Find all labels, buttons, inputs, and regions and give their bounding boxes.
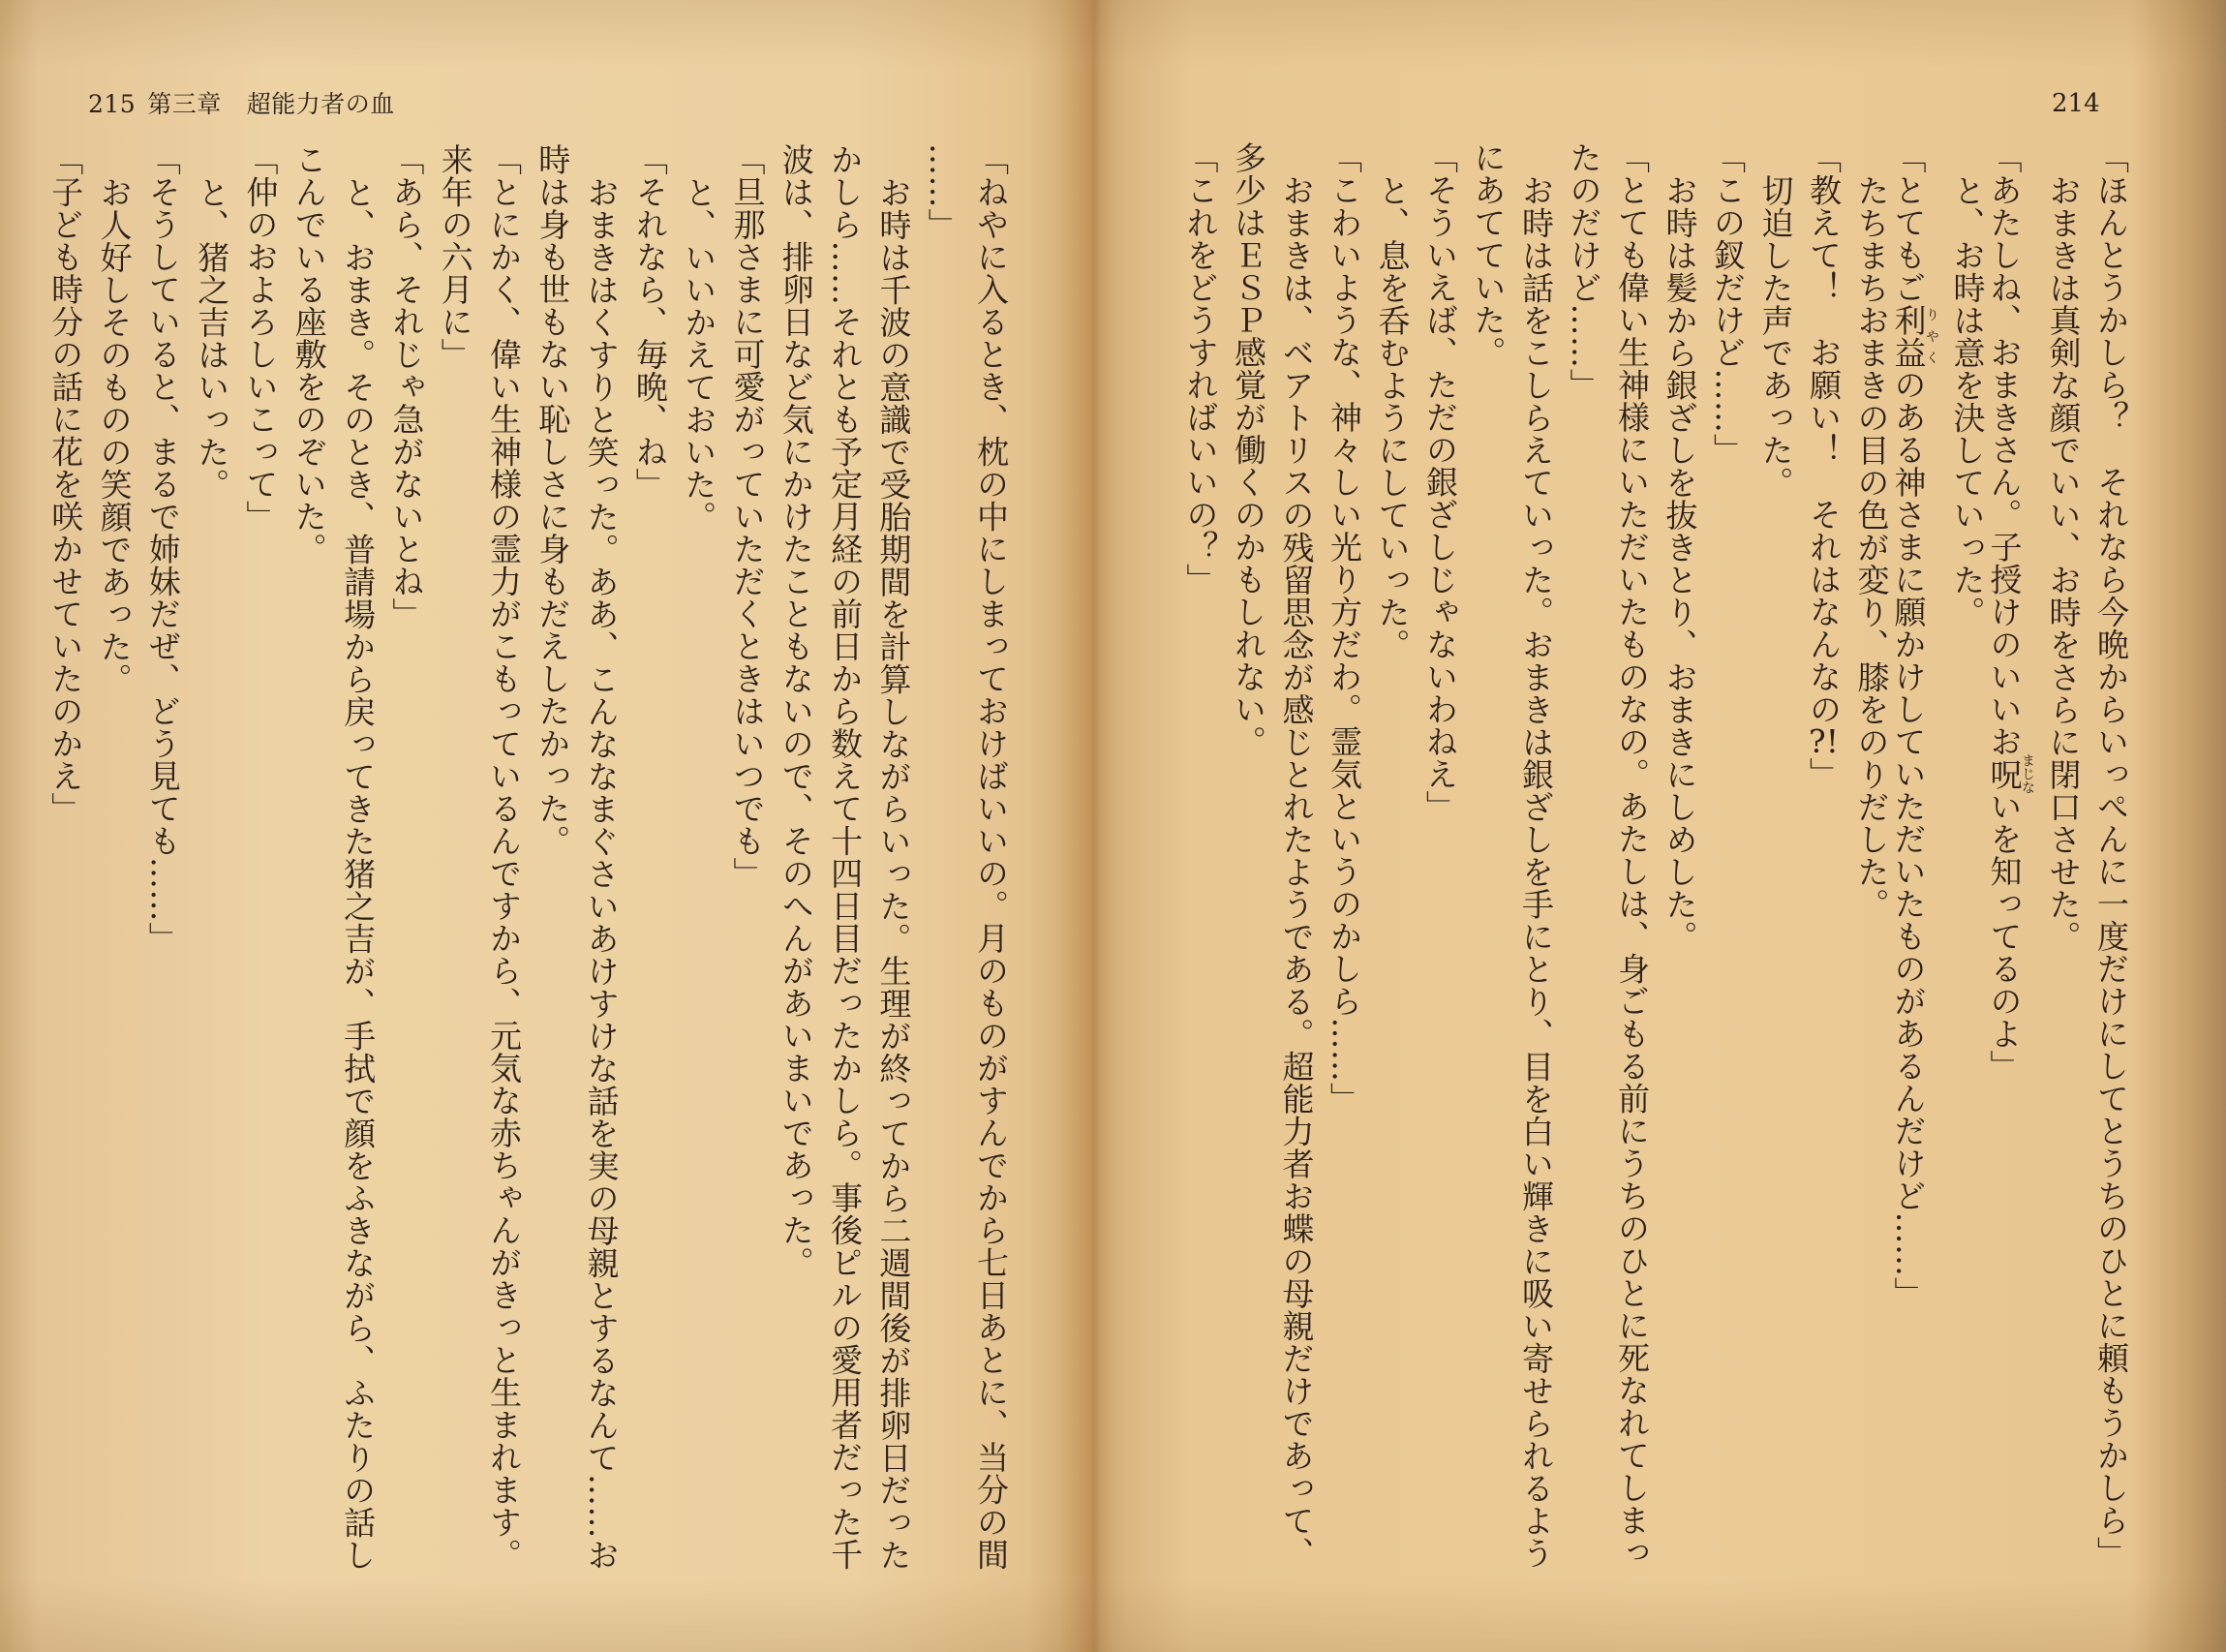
text-line: 「こわいような、神々しい光り方だわ。霊気というのかしら……」: [1326, 141, 1363, 1115]
text-line: 「あたしね、おまきさん。子授けのいいお呪まじないを知ってるのよ」: [1985, 141, 2035, 1083]
text-line: 「仲のおよろしいこって」: [241, 143, 280, 533]
text-line: 「教えて！ お願い！ それはなんなの?!」: [1805, 141, 1843, 790]
text-line: おまきは真剣な顔でいい、お時をさらに閉口させた。: [2044, 173, 2083, 953]
text-line: 切迫した声であった。: [1756, 173, 1795, 499]
text-line: 「そういえば、ただの銀ざしじゃないわねえ」: [1421, 141, 1459, 823]
text-line: 「ねやに入るとき、枕の中にしまっておけばいいの。月のものがすんでから七日あとに、当分の間: [972, 143, 1010, 1571]
ruby-annotation: 呪まじな: [1985, 753, 2035, 795]
text-line: かしら……それとも予定月経の前日から数えて十四日目だったかしら。事後ピルの愛用者だった千: [826, 143, 865, 1571]
text-line: と、いいかえておいた。: [680, 175, 718, 533]
text-line: と、猪之吉はいった。: [193, 175, 231, 501]
text-line: 「あら、それじゃ急がないとね」: [387, 143, 426, 630]
text-line: 「ほんとうかしら？ それなら今晩からいっぺんに一度だけにしてとうちのひとに頼もうかしら」: [2092, 141, 2130, 1569]
ruby-reading: りやく: [1924, 303, 1939, 369]
text-line: お人好しそのものの笑顔であった。: [95, 175, 134, 695]
text-line: 「とにかく、偉い生神様の霊力がこもっているんですから、元気な赤ちゃんがきっと生まれます。: [485, 143, 523, 1571]
text-line: たちまちおまきの目の色が変り、膝をのりだした。: [1852, 173, 1891, 920]
right-page: [1089, 0, 2226, 1652]
text-line: おまきは、ベアトリスの残留思念が感じとれたようである。超能力者お蝶の母親だけであって、: [1277, 173, 1316, 1569]
text-line: お時は髪から銀ざしを抜きとり、おまきにしめした。: [1661, 173, 1699, 953]
text-line: にあてていた。: [1469, 141, 1508, 369]
text-line: 「旦那さまに可愛がっていただくときはいつでも」: [728, 143, 767, 890]
ruby-annotation: 利益りやく: [1889, 303, 1939, 369]
page-number: 214: [2052, 89, 2100, 118]
text-line: 「これをどうすればいいの？」: [1181, 141, 1220, 596]
text-line: お時は千波の意識で受胎期間を計算しながらいった。生理が終ってから二週間後が排卵日だった: [874, 175, 913, 1571]
chapter-label: 第三章: [147, 90, 222, 118]
chapter-title: 超能力者の血: [246, 90, 395, 118]
text-line: おまきはくすりと笑った。ああ、こんななまぐさいあけすけな話を実の母親とするなんて……お: [582, 175, 621, 1571]
text-line: お時は話をこしらえていった。おまきは銀ざしを手にとり、目を白い輝きに吸い寄せられるよう: [1517, 173, 1555, 1569]
tate-chu-yoko: ?!: [1809, 725, 1839, 757]
left-page: [0, 0, 1089, 1652]
page-number: 215: [88, 90, 137, 118]
text-line: 多少はＥＳＰ感覚が働くのかもしれない。: [1230, 141, 1267, 758]
text-line: たのだけど……」: [1565, 141, 1603, 401]
text-line: こんでいる座敷をのぞいた。: [290, 143, 328, 566]
right-page-text: [1089, 0, 2226, 1652]
text-line: ……」: [923, 143, 961, 241]
text-line: 「この釵だけど……」: [1709, 141, 1747, 466]
text-line: 「とてもご利益りやくのある神さまに願かけしていただいたものがあるんだけど……」: [1889, 141, 1939, 1309]
left-page-text: [0, 0, 1089, 1652]
text-line: 「とても偉い生神様にいただいたものなの。あたしは、身ごもる前にうちのひとに死なれてしまっ: [1613, 141, 1651, 1569]
text-line: と、おまき。そのとき、普請場から戻ってきた猪之吉が、手拭で顔をふきながら、ふたりの話し: [339, 175, 378, 1571]
text-line: と、お時は意を決していった。: [1948, 173, 1987, 628]
text-line: と、息を呑むようにしていった。: [1373, 173, 1412, 660]
text-line: 波は、排卵日など気にかけたこともないので、そのへんがあいまいであった。: [777, 143, 815, 1279]
text-line: 来年の六月に」: [436, 143, 474, 371]
ruby-reading: まじな: [2020, 753, 2035, 795]
text-line: 時は身も世もない恥しさに身もだえしたかった。: [534, 143, 572, 857]
text-line: 「それなら、毎晩、ね」: [630, 143, 669, 501]
text-line: 「そうしていると、まるで姉妹だぜ、どう見ても……」: [143, 143, 182, 955]
text-line: 「子ども時分の話に花を咲かせていたのかえ」: [46, 143, 85, 825]
